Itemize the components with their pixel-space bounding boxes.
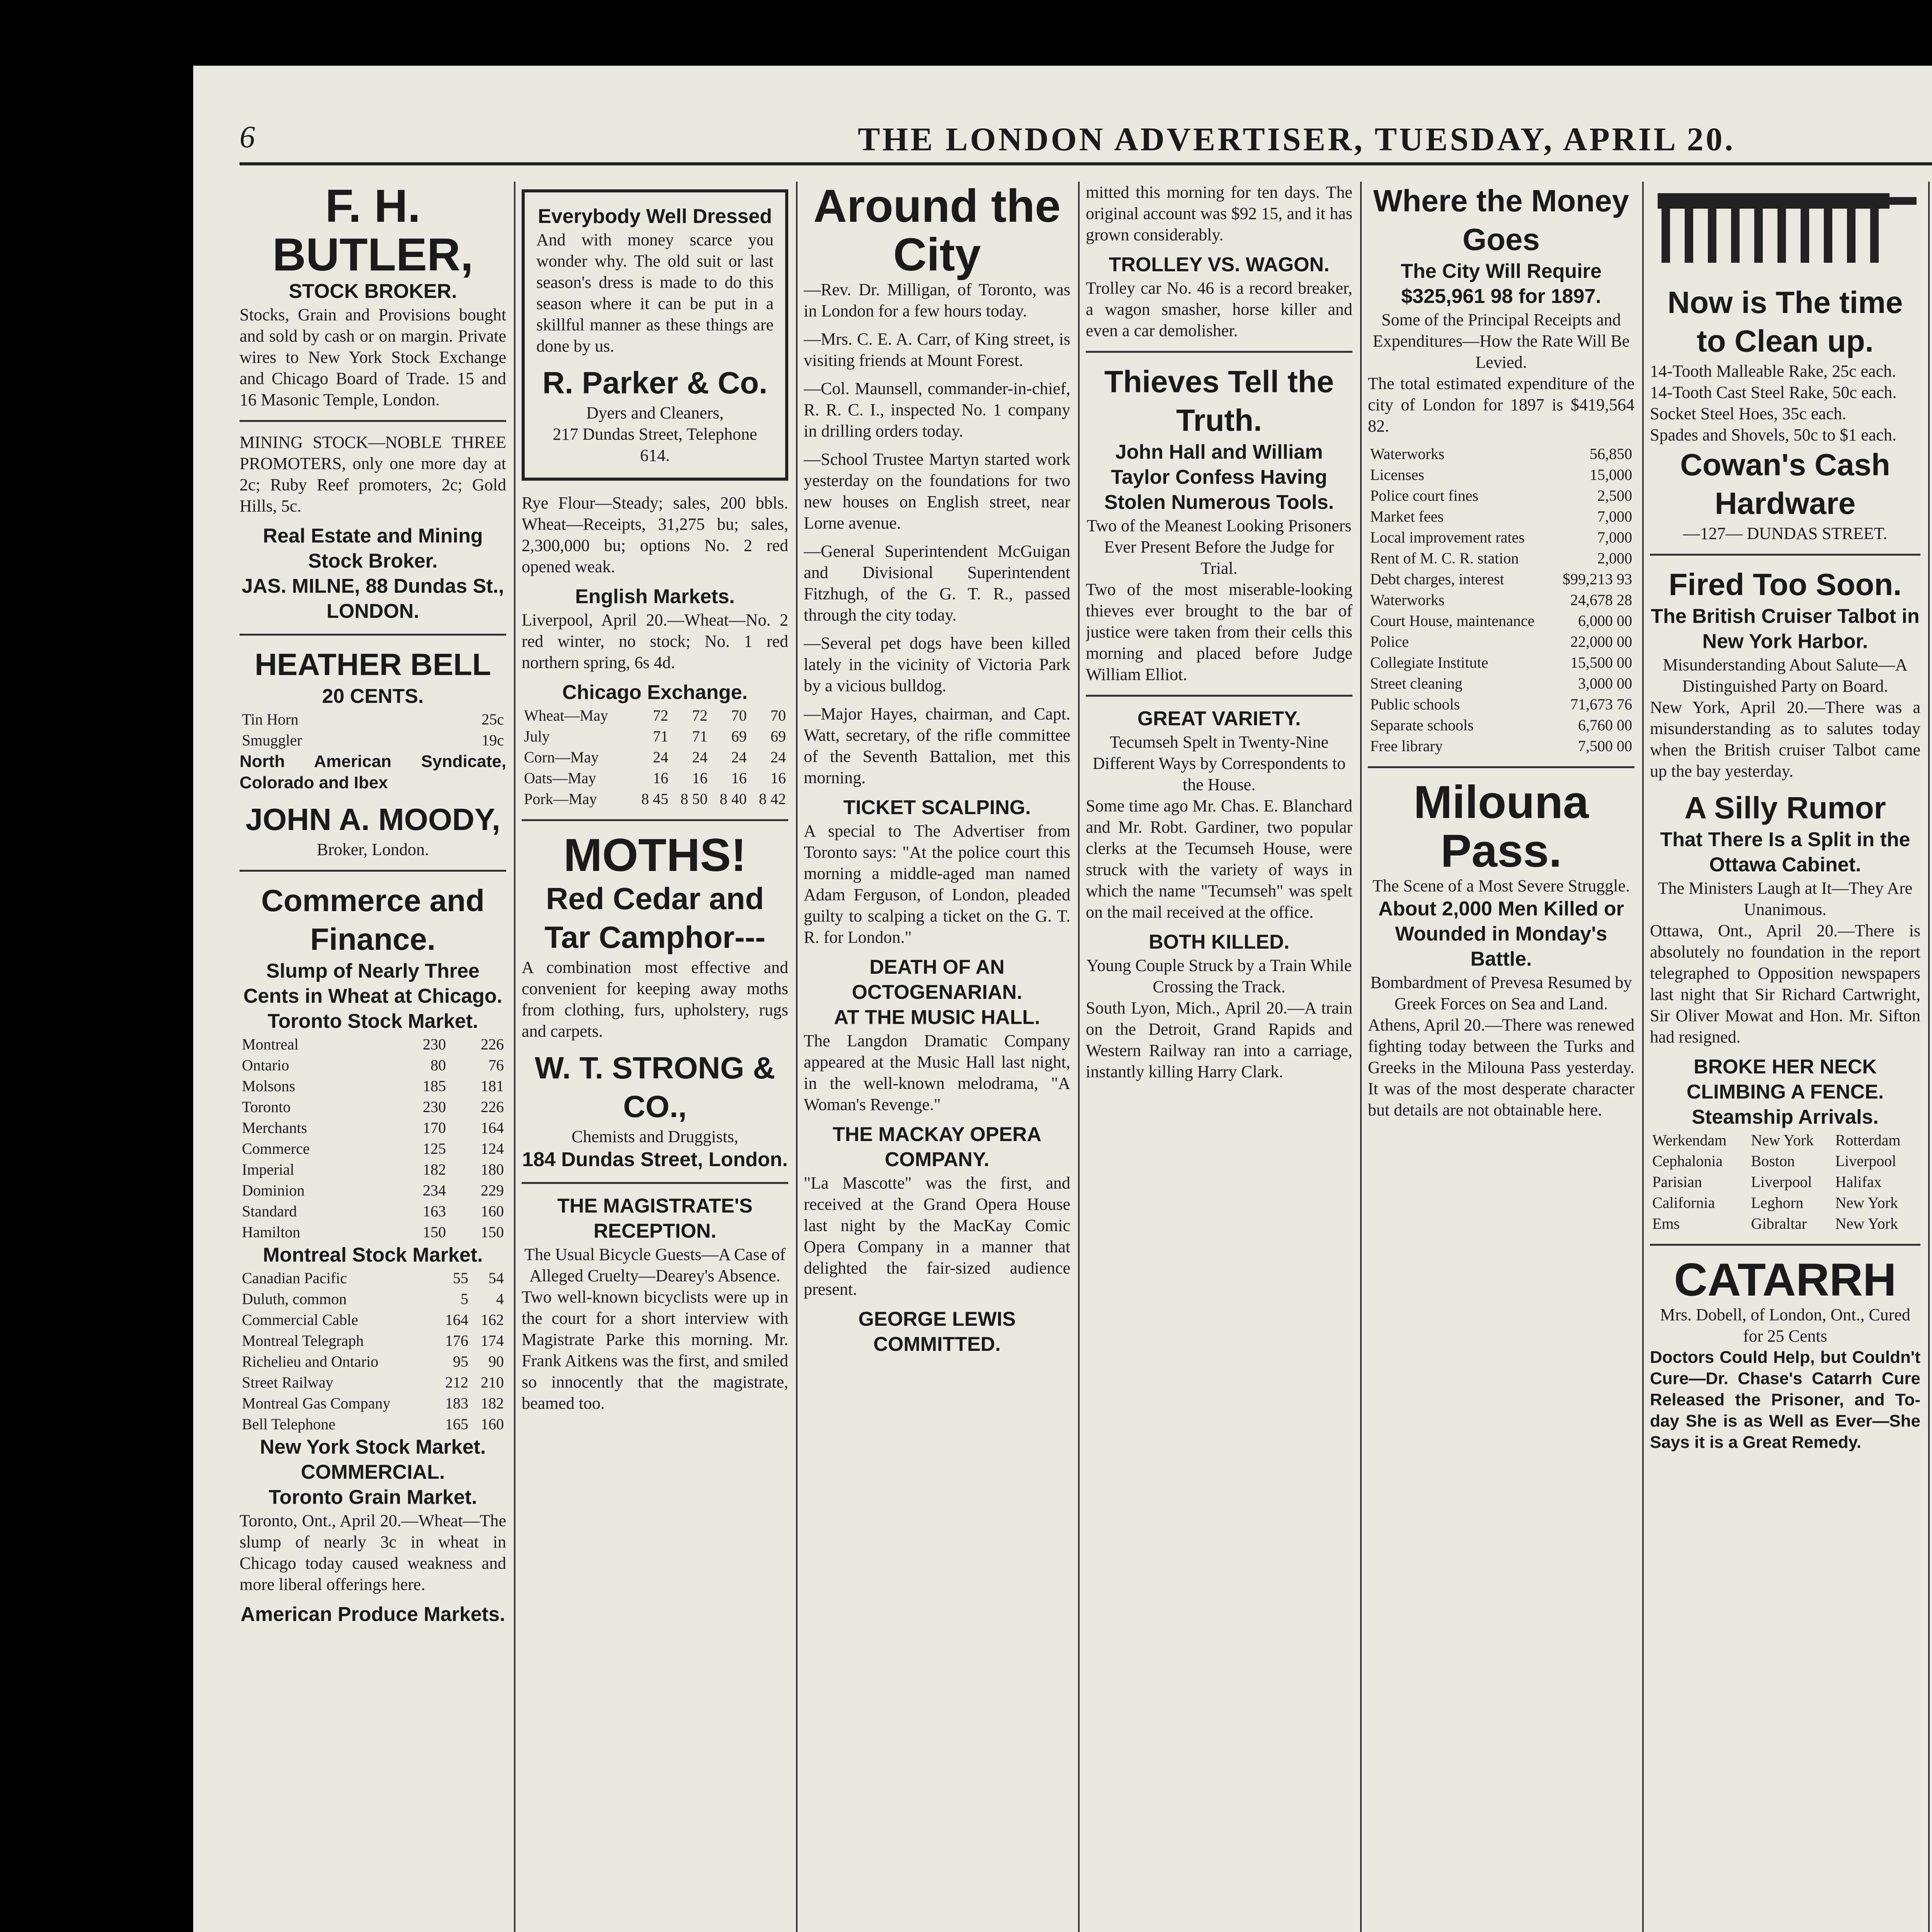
magistrate-text: Two well-known bicyclists were up in the court for a short interview with Magistrate Parke this morning. Mr. Frank Aitkens was the first, and smiled so innocently that the magistrate, beamed too. (522, 1287, 788, 1413)
heather-bell-price: 20 CENTS. (322, 685, 424, 707)
newspaper-page (193, 66, 1932, 1932)
table-row: Standard 163 160 (242, 1202, 504, 1220)
table-row: Free library 7,500 00 (1370, 737, 1632, 755)
moody-name: JOHN A. MOODY, (245, 802, 500, 837)
cowan-address: —127— DUNDAS STREET. (1683, 524, 1888, 543)
table-row: Merchants 170 164 (242, 1119, 504, 1136)
around-city-head: Around the City (813, 182, 1061, 281)
city-item: —Mrs. C. E. A. Carr, of King street, is visiting friends at Mount Forest. (804, 330, 1070, 370)
parker-role: Dyers and Cleaners, (586, 403, 724, 422)
silly-head: A Silly Rumor (1684, 791, 1886, 825)
table-row: Dominion 234 229 (242, 1182, 504, 1199)
trolley-head: TROLLEY VS. WAGON. (1109, 253, 1330, 276)
fired-sub2: Misunderstanding About Salute—A Distinguished Party on Board. (1663, 655, 1908, 696)
markets-text: Rye Flour—Steady; sales, 200 bbls. Wheat—Receipts, 31,275 bu; sales, 2,300,000 bu; options No. 2 red opened weak. (522, 493, 788, 576)
newyork-market-head: New York Stock Market. (260, 1436, 486, 1458)
heather-bell-head: HEATHER BELL (255, 647, 491, 682)
table-row: July 71 71 69 69 (524, 728, 786, 745)
divider (1650, 554, 1920, 556)
table-row: Richelieu and Ontario 95 90 (242, 1353, 504, 1370)
table-row: Montreal Telegraph 176 174 (242, 1332, 504, 1349)
table-row: Canadian Pacific 55 54 (242, 1269, 504, 1287)
city-item: —School Trustee Martyn started work yesterday on the foundations for two new houses on English street, near Lorne avenue. (804, 450, 1070, 532)
killed-head: BOTH KILLED. (1149, 931, 1289, 953)
killed-sub: Young Couple Struck by a Train While Crossing the Track. (1086, 956, 1352, 996)
variety-text: Some time ago Mr. Chas. E. Blanchard and Mr. Robt. Gardiner, two popular clerks at the Tecumseh House, were struck with the variety of ways in which the name "Tecumseh" was spelt on the mail received at the office. (1086, 796, 1352, 922)
table-row: Imperial 182 180 (242, 1161, 504, 1178)
american-produce-head: American Produce Markets. (240, 1603, 505, 1626)
table-row: Wheat—May 72 72 70 70 (524, 707, 786, 724)
divider (240, 870, 506, 872)
table-row: Waterworks 24,678 28 (1370, 591, 1632, 609)
divider (1650, 1244, 1920, 1246)
catarrh-sub: Mrs. Dobell, of London, Ont., Cured for 25 Cents (1660, 1305, 1910, 1345)
moths-head: MOTHS! (563, 829, 747, 881)
divider (522, 819, 788, 821)
steamship-table (1650, 1130, 1920, 1234)
cedar-head: Red Cedar and Tar Camphor--- (544, 881, 765, 954)
column-3 (804, 182, 1080, 1932)
city-item: —Rev. Dr. Milligan, of Toronto, was in London for a few hours today. (804, 280, 1070, 320)
money-head: Where the Money Goes (1373, 184, 1629, 257)
milouna-sub3: Bombardment of Prevesa Resumed by Greek Forces on Sea and Land. (1370, 973, 1632, 1013)
divider (1086, 695, 1352, 697)
divider (1086, 351, 1352, 353)
parker-ad (522, 189, 788, 481)
table-row: Smuggler 19c (242, 731, 504, 749)
table-row: Montreal Gas Company 183 182 (242, 1395, 504, 1412)
table-row: Parisian Liverpool Halifax (1652, 1173, 1882, 1190)
city-item: —General Superintendent McGuigan and Divisional Superintendent Fitzhugh, of the G. T. R., passed through the city today. (804, 542, 1070, 624)
table-row: Street cleaning 3,000 00 (1370, 675, 1632, 692)
steamship-head: Steamship Arrivals. (1692, 1106, 1879, 1128)
table-row: Separate schools 6,760 00 (1370, 716, 1632, 734)
ticket-text: A special to The Advertiser from Toronto says: "At the police court this morning a middle-aged man named Adam Ferguson, of London, pleaded guilty to scalping a ticket on the G. T. R. for London." (804, 821, 1070, 947)
english-markets-text: Liverpool, April 20.—Wheat—No. 2 red winter, no stock; No. 1 red northern spring, 6s 4d. (522, 611, 788, 672)
table-row: Collegiate Institute 15,500 00 (1370, 654, 1632, 671)
mining-text: MINING STOCK—NOBLE THREE PROMOTERS, only one more day at 2c; Ruby Reef promoters, 2c; Gold Hills, 5c. (240, 433, 506, 515)
cleanup-head: Now is The time to Clean up. (1667, 285, 1903, 358)
milouna-sub: The Scene of a Most Severe Struggle. (1372, 876, 1630, 895)
table-row: Pork—May 8 45 8 50 8 40 8 42 (524, 790, 786, 808)
thieves-head: Thieves Tell the Truth. (1104, 364, 1334, 437)
table-row: Licenses 15,000 (1370, 466, 1632, 483)
newspaper-title: THE LONDON ADVERTISER, TUESDAY, APRIL 20. (858, 121, 1735, 158)
table-row: Duluth, common 5 4 (242, 1290, 504, 1308)
catarrh-head: CATARRH (1674, 1254, 1896, 1306)
strong-address: 184 Dundas Street, London. (522, 1148, 788, 1171)
north-american: North American Syndicate, Colorado and Ibex (240, 752, 506, 792)
table-row: Police court fines 2,500 (1370, 487, 1632, 504)
thieves-sub2: Two of the Meanest Looking Prisoners Ever Present Before the Judge for Trial. (1087, 516, 1352, 578)
silly-sub: That There Is a Split in the Ottawa Cabinet. (1660, 828, 1910, 876)
variety-head: GREAT VARIETY. (1137, 707, 1301, 730)
page-number: 6 (240, 120, 255, 154)
table-row: Public schools 71,673 76 (1370, 696, 1632, 713)
table-row: Ems Gibraltar New York (1652, 1215, 1898, 1232)
toronto-grain-head: Toronto Grain Market. (269, 1486, 477, 1509)
table-row: Waterworks 56,850 (1370, 445, 1632, 463)
column-6 (1650, 182, 1930, 1932)
table-row: California Leghorn New York (1652, 1194, 1898, 1211)
column-2 (522, 182, 798, 1932)
table-row: Commerce 125 124 (242, 1140, 504, 1157)
milouna-sub2: About 2,000 Men Killed or Wounded in Monday's Battle. (1378, 898, 1624, 970)
lewis-head: GEORGE LEWIS COMMITTED. (858, 1308, 1016, 1355)
divider (1368, 766, 1634, 768)
money-sub2: Some of the Principal Receipts and Expenditures—How the Rate Will Be Levied. (1372, 310, 1630, 372)
receipts-table (1368, 444, 1634, 569)
catarrh-text: Doctors Could Help, but Couldn't Cure—Dr. Chase's Catarrh Cure Released the Prisoner, and To-day She is as Well as Ever—She Says it is a Great Remedy. (1650, 1348, 1920, 1452)
well-dressed-head: Everybody Well Dressed (538, 205, 772, 228)
magistrate-head: THE MAGISTRATE'S RECEPTION. (557, 1195, 753, 1242)
strong-role: Chemists and Druggists, (571, 1127, 738, 1146)
table-row: Molsons 185 181 (242, 1077, 504, 1095)
octogenarian-head: DEATH OF AN OCTOGENARIAN. (852, 956, 1022, 1003)
thieves-sub: John Hall and William Taylor Confess Having Stolen Numerous Tools. (1104, 441, 1334, 514)
music-head: AT THE MUSIC HALL. (834, 1006, 1040, 1029)
silly-text: Ottawa, Ont., April 20.—There is absolutely no foundation in the report telegraphed to Opposition newspapers last night that Sir Richard Cartwright, Sir Oliver Mowat and Hon. Mr. Sifton had resigned. (1650, 921, 1920, 1046)
butler-text: Stocks, Grain and Provisions bought and sold by cash or on margin. Private wires to New York Stock Exchange and Chicago Board of Trade. 15 and 16 Masonic Temple, London. (240, 305, 506, 409)
slump-head: Slump of Nearly Three Cents in Wheat at Chicago. (243, 960, 503, 1007)
grain-text: Toronto, Ont., April 20.—Wheat—The slump of nearly 3c in wheat in Chicago today caused weakness and more liberal offerings here. (240, 1511, 506, 1594)
divider (522, 1182, 788, 1184)
milouna-text: Athens, April 20.—There was renewed fighting today between the Turks and Greeks in the Milouna Pass yesterday. It was of the most desperate character but details are not obtainable here. (1368, 1015, 1634, 1119)
cedar-text: A combination most effective and convenient for keeping away moths from clothing, furs, upholstery, rugs and carpets. (522, 958, 788, 1041)
mackay-text: "La Mascotte" was the first, and received at the Grand Opera House last night by the MacKay Comic Opera Company in a manner that delighted the fair-sized audience present. (804, 1173, 1070, 1299)
rake-item: Spades and Shovels, 50c to $1 each. (1650, 425, 1896, 444)
rake-item: 14-Tooth Malleable Rake, 25c each. (1650, 362, 1896, 381)
column-5 (1368, 182, 1644, 1932)
magistrate-sub: The Usual Bicycle Guests—A Case of Alleged Cruelty—Dearey's Absence. (524, 1245, 786, 1285)
table-row: Toronto 230 226 (242, 1098, 504, 1116)
city-item: —Col. Maunsell, commander-in-chief, R. R. C. I., inspected No. 1 company in drilling orders today. (804, 379, 1070, 440)
variety-sub: Tecumseh Spelt in Twenty-Nine Different Ways by Correspondents to the House. (1092, 733, 1346, 794)
music-text: The Langdon Dramatic Company appeared at the Music Hall last night, in the well-known melodrama, "A Woman's Revenge." (804, 1031, 1070, 1114)
divider (240, 634, 506, 636)
table-row: Hamilton 150 150 (242, 1223, 504, 1241)
butler-name: F. H. BUTLER, (272, 182, 473, 281)
well-dressed-text: And with money scarce you wonder why. The old suit or last season's dress is made to do this season where it can be put in a skillful manner as these things are done by us. (536, 230, 774, 355)
toronto-market-head: Toronto Stock Market. (267, 1010, 478, 1032)
english-markets-head: English Markets. (575, 585, 735, 608)
mackay-head: THE MACKAY OPERA COMPANY. (832, 1123, 1042, 1171)
money-text: The total estimated expenditure of the city of London for 1897 is $419,564 82. (1368, 374, 1634, 435)
table-row: Tin Horn 25c (242, 711, 504, 728)
table-row: Cephalonia Boston Liverpool (1652, 1152, 1896, 1170)
table-row: Market fees 7,000 (1370, 508, 1632, 525)
table-row: Street Railway 212 210 (242, 1374, 504, 1391)
killed-text: South Lyon, Mich., April 20.—A train on the Detroit, Grand Rapids and Western Railway ran into a carriage, instantly killing Harry Clark. (1086, 998, 1352, 1081)
moody-role: Broker, London. (316, 840, 429, 859)
neck-head: BROKE HER NECK CLIMBING A FENCE. (1686, 1056, 1884, 1103)
money-sub: The City Will Require $325,961 98 for 1897. (1401, 260, 1602, 308)
realestate-head: Real Estate and Mining Stock Broker. (263, 525, 483, 572)
silly-sub2: The Ministers Laugh at It—They Are Unanimous. (1658, 879, 1913, 919)
column-1 (240, 182, 515, 1932)
city-item: —Major Hayes, chairman, and Capt. Watt, secretary, of the rifle committee of the Seventh Battalion, met this morning. (804, 704, 1070, 787)
trolley-body: Trolley car No. 46 is a record breaker, a wagon smasher, horse killer and even a car demolisher. (1086, 279, 1352, 340)
fired-head: Fired Too Soon. (1668, 567, 1902, 602)
commerce-head: Commerce and Finance. (261, 883, 485, 956)
table-row: Montreal 230 226 (242, 1036, 504, 1053)
table-row: Police 22,000 00 (1370, 633, 1632, 650)
table-row: Commercial Cable 164 162 (242, 1311, 504, 1328)
strong-name: W. T. STRONG & CO., (534, 1051, 776, 1124)
table-row: Court House, maintenance 6,000 00 (1370, 612, 1632, 629)
chicago-table (522, 705, 788, 810)
rake-item: Socket Steel Hoes, 35c each. (1650, 404, 1847, 423)
milouna-head: Milouna Pass. (1413, 776, 1589, 877)
milne-address: JAS. MILNE, 88 Dundas St., LONDON. (242, 575, 504, 622)
montreal-stock-table (240, 1268, 506, 1435)
table-row: Ontario 80 76 (242, 1056, 504, 1074)
fired-text: New York, April 20.—There was a misunderstanding as to salutes today when the British cruiser Talbot came up the bay yesterday. (1650, 698, 1920, 781)
rake-icon (1650, 185, 1920, 274)
fired-sub: The British Cruiser Talbot in New York Harbor. (1651, 605, 1920, 653)
toronto-stock-table (240, 1034, 506, 1243)
ticket-head: TICKET SCALPING. (843, 796, 1031, 819)
table-row: Corn—May 24 24 24 24 (524, 748, 786, 766)
mining-prices (240, 709, 506, 751)
montreal-market-head: Montreal Stock Market. (263, 1244, 483, 1266)
parker-address: 217 Dundas Street, Telephone 614. (553, 425, 757, 465)
table-row: Bell Telephone 165 160 (242, 1415, 504, 1433)
chicago-exchange-head: Chicago Exchange. (562, 681, 748, 704)
butler-role: STOCK BROKER. (289, 280, 457, 303)
cowan-name: Cowan's Cash Hardware (1680, 447, 1890, 520)
divider (240, 420, 506, 422)
table-row: Rent of M. C. R. station 2,000 (1370, 549, 1632, 567)
trolley-text: mitted this morning for ten days. The original account was $92 15, and it has grown considerably. (1086, 183, 1352, 244)
city-item: —Several pet dogs have been killed lately in the vicinity of Victoria Park by a vicious bulldog. (804, 634, 1070, 695)
thieves-text: Two of the most miserable-looking thieves ever brought to the bar of justice were taken from their cells this morning and placed before Judge William Elliot. (1086, 580, 1352, 684)
column-4 (1086, 182, 1362, 1932)
rake-item: 14-Tooth Cast Steel Rake, 50c each. (1650, 383, 1897, 402)
table-row: Debt charges, interest $99,213 93 (1370, 570, 1632, 588)
commercial-head: COMMERCIAL. (301, 1461, 445, 1483)
masthead (240, 120, 1932, 165)
parker-name: R. Parker & Co. (542, 366, 768, 400)
table-row: Werkendam New York Rotterdam (1652, 1131, 1901, 1149)
expenditures-table (1368, 569, 1634, 757)
table-row: Oats—May 16 16 16 16 (524, 769, 786, 787)
table-row: Local improvement rates 7,000 (1370, 529, 1632, 546)
